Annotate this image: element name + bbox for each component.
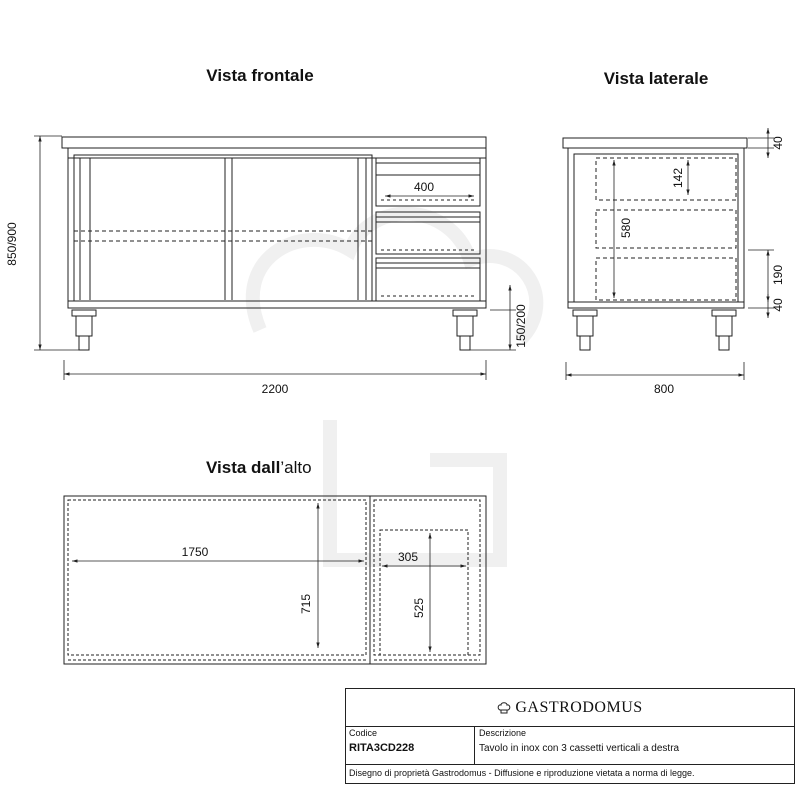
cell-divider <box>474 726 475 764</box>
code-label: Codice <box>349 728 378 738</box>
side-top-thickness-label: 40 <box>771 136 785 150</box>
front-view-title: Vista frontale <box>206 66 314 85</box>
side-bottom-thickness-label: 40 <box>771 298 785 312</box>
front-foot-height-label: 150/200 <box>514 304 528 348</box>
side-drawer-depth-label: 580 <box>619 217 633 239</box>
top-dimension-lines <box>72 503 466 652</box>
brand-row <box>346 689 794 727</box>
top-drawer-width-label: 305 <box>397 550 419 564</box>
side-drawer-large-label: 190 <box>771 264 785 286</box>
description-label: Descrizione <box>479 728 527 738</box>
side-view <box>563 138 747 350</box>
code-description-row <box>346 726 794 765</box>
front-drawer-width-label: 400 <box>413 180 435 194</box>
chef-hat-icon <box>497 701 511 715</box>
top-compartment-depth-label: 715 <box>299 593 313 615</box>
front-view <box>62 137 486 350</box>
side-view-title: Vista laterale <box>603 69 709 88</box>
brand-name: GASTRODOMUS <box>515 698 643 716</box>
code-value: RITA3CD228 <box>349 742 415 754</box>
top-view-title: Vista dall’alto <box>206 458 312 477</box>
title-block <box>345 688 795 784</box>
description-value: Tavolo in inox con 3 cassetti verticali a destra <box>479 743 680 754</box>
side-depth-label: 800 <box>653 382 675 396</box>
watermark-logo <box>253 214 537 560</box>
side-dimension-lines <box>566 128 774 380</box>
side-drawer-small-label: 142 <box>671 167 685 189</box>
footer-notice: Disegno di proprietà Gastrodomus - Diffusione e riproduzione vietata a norma di legge. <box>349 768 695 778</box>
top-compartment-width-label: 1750 <box>181 545 209 559</box>
top-drawer-depth-label: 525 <box>412 597 426 619</box>
front-height-label: 850/900 <box>5 222 19 266</box>
front-total-width-label: 2200 <box>261 382 289 396</box>
top-view <box>64 496 486 664</box>
